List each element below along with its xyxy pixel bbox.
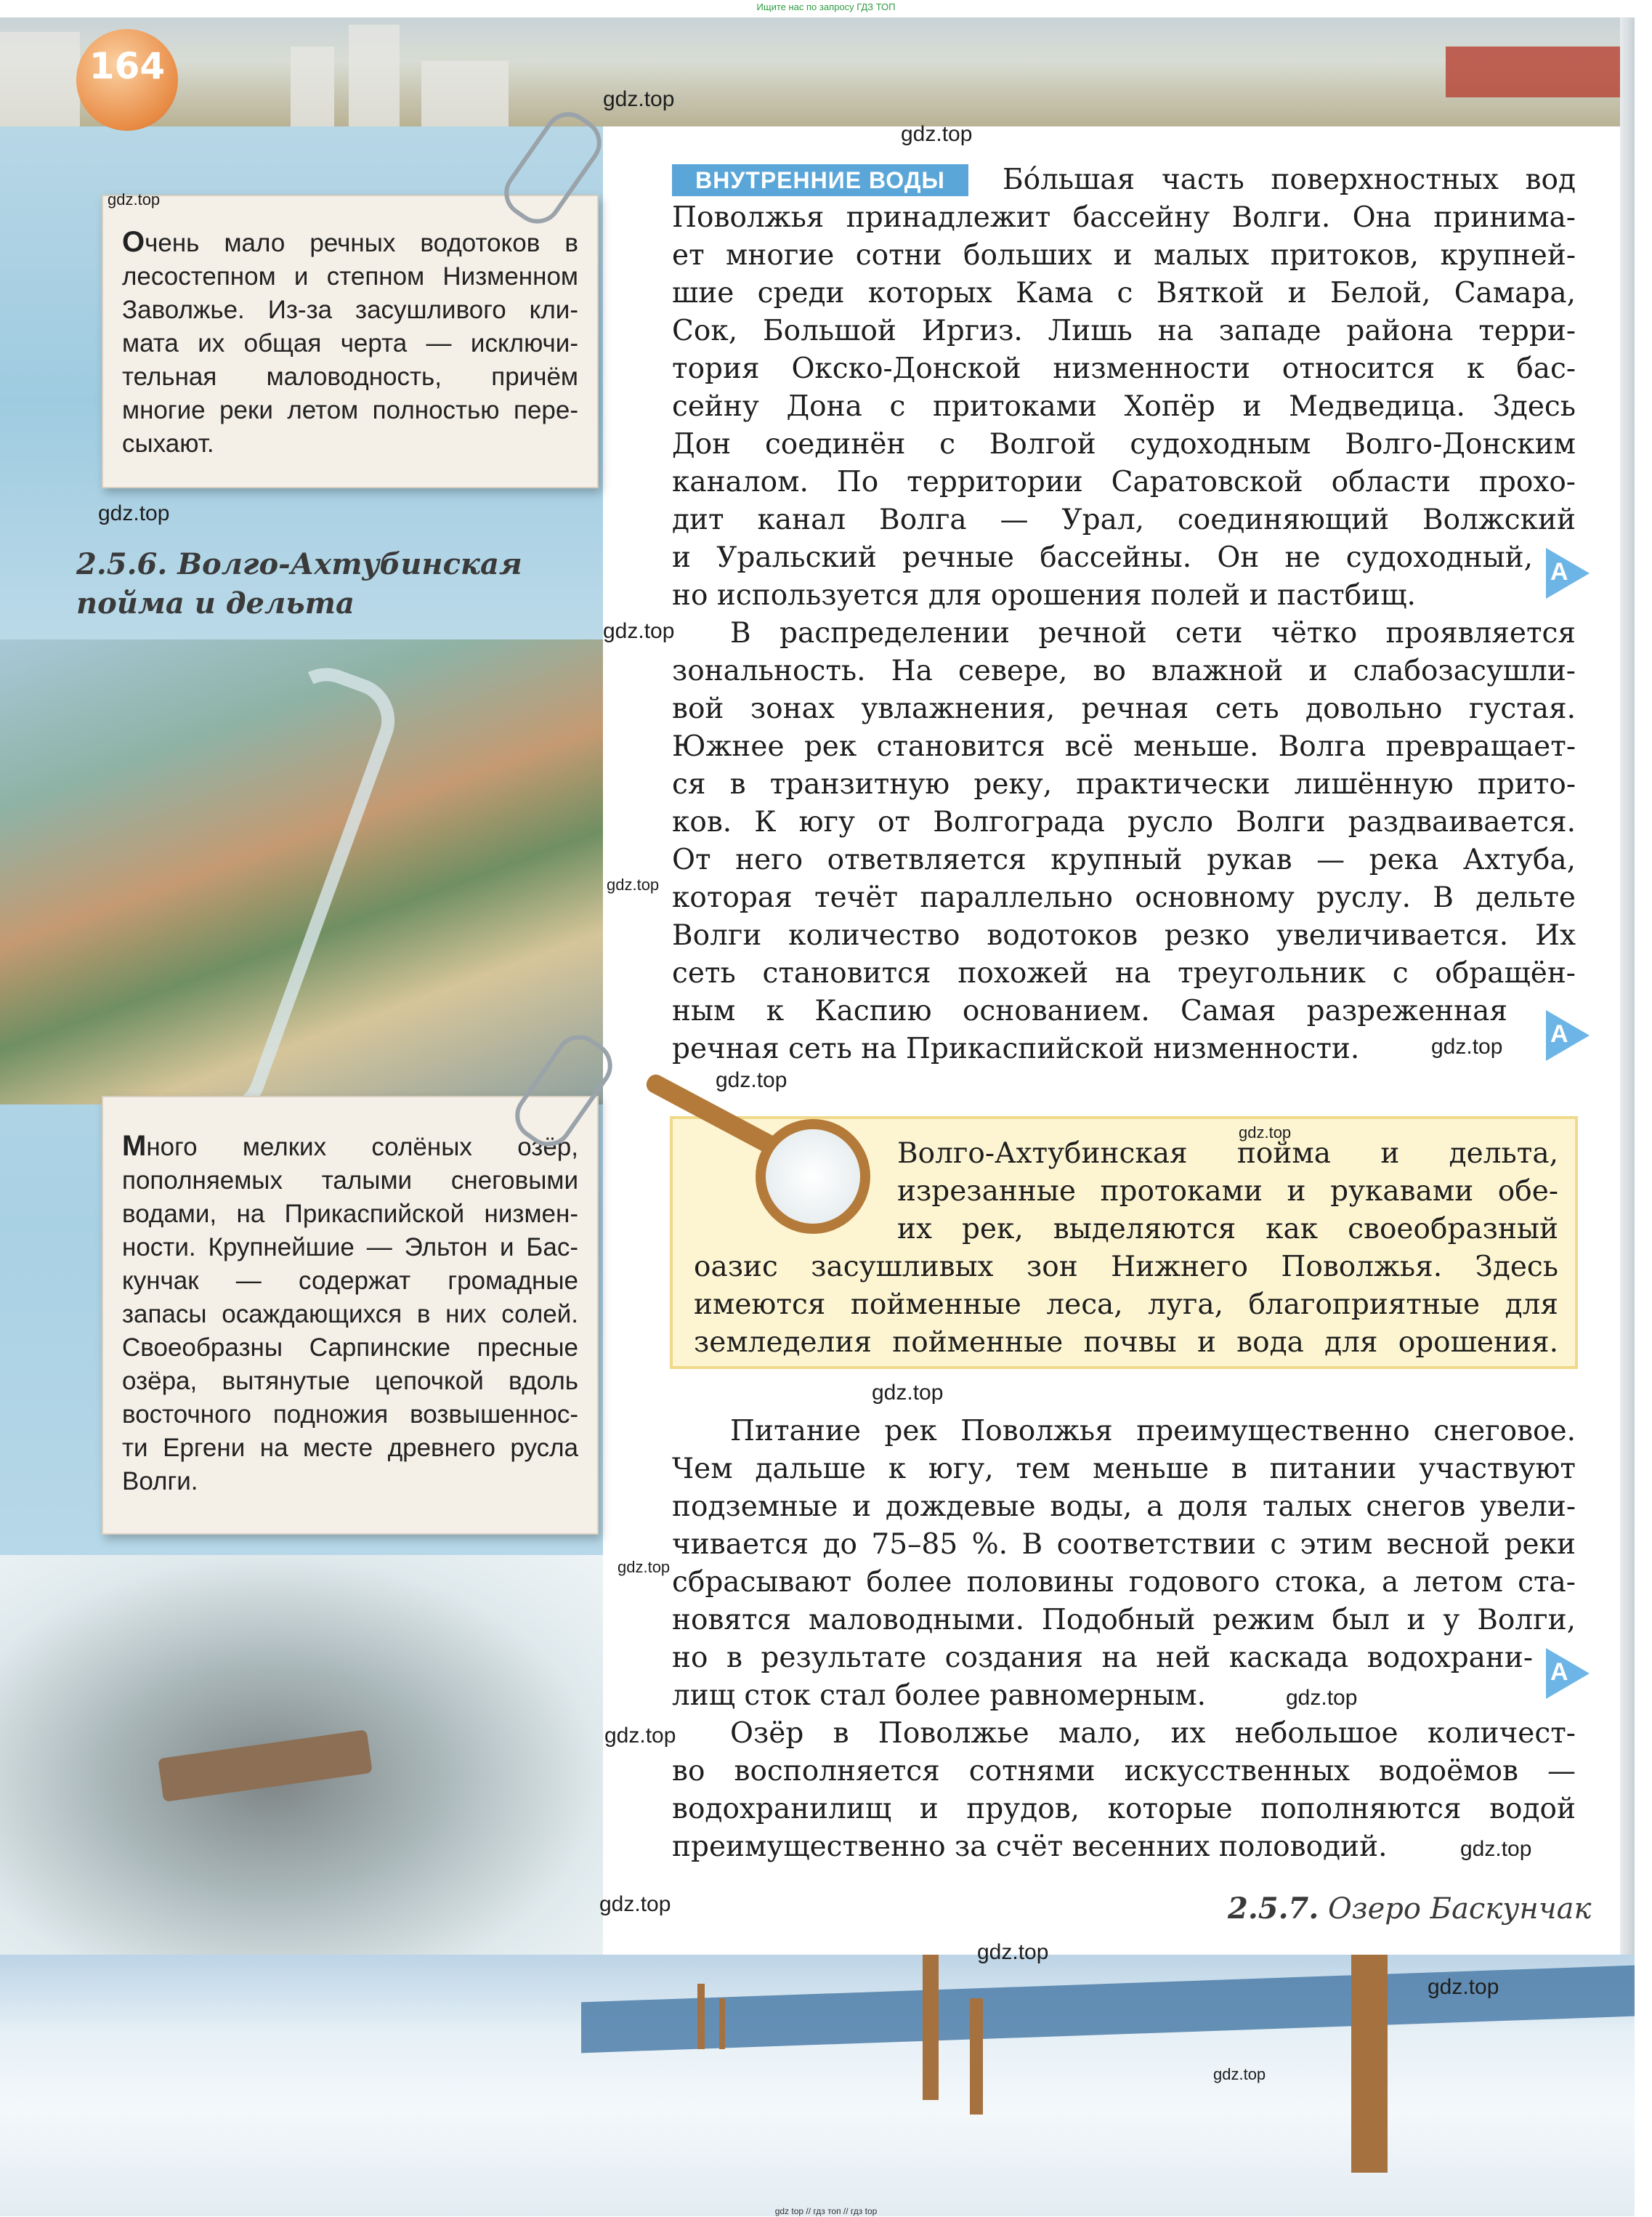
note-rivers-initial: О <box>122 226 145 258</box>
photo-volga-akhtuba-delta <box>0 639 603 1105</box>
wooden-post <box>923 1955 939 2100</box>
caption-figure-257: 2.5.7. Озеро Баскунчак <box>1228 1891 1592 1926</box>
watermark: gdz.top <box>1428 1975 1499 1999</box>
watermark: gdz.top <box>603 619 675 643</box>
watermark: gdz.top <box>603 87 675 111</box>
arrow-a-icon: А <box>1546 1010 1590 1061</box>
wooden-post <box>970 1998 983 2115</box>
watermark: gdz.top <box>872 1381 944 1405</box>
arrow-a-icon: А <box>1546 1648 1590 1699</box>
wooden-post <box>719 1998 725 2049</box>
paragraph-lakes: Озёр в Поволжье мало, их небольшое количест- во восполняется сотнями искусственных водоёмов — водохранилищ и прудов, которые пополняются водой преимущественно за счёт весенних половодий. <box>672 1717 1576 1863</box>
note-rivers-text: Очень мало речных водотоков в лесостепном и степном Низменном Заволжье. Из-за засушливого кли- мата их общая черта — исключи- тельная маловодность, причём многие реки летом полностью пере- сыхают. <box>122 226 578 458</box>
watermark: gdz.top <box>1213 2065 1266 2083</box>
watermark: gdz.top <box>98 501 170 525</box>
driftwood-log-shape <box>158 1729 373 1802</box>
watermark: gdz.top <box>604 1724 676 1748</box>
watermark: gdz.top <box>901 122 973 146</box>
watermark: gdz.top <box>1431 1035 1503 1059</box>
watermark: gdz.top <box>618 1558 671 1576</box>
caption-figure-256: 2.5.6. Волго-Ахтубинская пойма и дельта <box>76 547 522 621</box>
wooden-post <box>697 1984 705 2049</box>
watermark: gdz.top <box>108 190 161 209</box>
page-edge-shadow <box>1620 17 1635 2197</box>
wooden-post <box>1351 1955 1388 2173</box>
photo-lake-baskunchak <box>0 1955 1635 2216</box>
watermark: gdz.top <box>1286 1686 1358 1710</box>
section-tag-inland-waters: ВНУТРЕННИЕ ВОДЫ <box>672 164 968 196</box>
header-photo-strip <box>0 17 1635 126</box>
ship-image <box>1446 47 1635 97</box>
page-number: 164 <box>89 45 166 87</box>
highlight-text: Волго-Ахтубинская пойма и дельта, изрезанные протоками и рукавами обе- их рек, выделяются как своеобразный оазис засушливых зон Нижнего Поволжья. Здесь имеются пойменные леса, луга, благоприятные для земледелия пойменные почвы и вода для орошения. <box>694 1137 1558 1359</box>
note-lakes-text: Много мелких солёных озёр, пополняемых талыми снеговыми водами, на Прикаспийской низмен- ности. Крупнейшие — Эльтон и Бас- кунчак — содержат громадные запасы осаждающихся в них солей. Своеобразны Сарпинские пресные озёра, вытянутые цепочкой вдоль восточного подножия возвышеннос- ти Ергени на месте древнего русла Волги. <box>122 1130 578 1495</box>
top-note: Ищите нас по запросу ГДЗ ТОП <box>756 1 896 12</box>
note-box-lakes <box>102 1096 599 1535</box>
watermark: gdz.top <box>977 1940 1049 1964</box>
paragraph-zonality: В распределении речной сети чётко проявляется зональность. На севере, во влажной и слабозасушли- вой зонах увлажнения, речная сеть довольно густая. Южнее рек становится всё меньше. Волга превращает- ся в транзитную реку, практически лишённую прито- ков. К югу от Волгограда русло Волги раздваивается. От него ответвляется крупный рукав — река Ахтуба, которая течёт параллельно основному руслу. В дельте Волги количество водотоков резко увеличивается. Их сеть становится похожей на треугольник с обращён- ным к Каспию основанием. Самая разреженная речная сеть на Прикаспийской низменности. <box>672 617 1576 1065</box>
watermark: gdz.top <box>1460 1837 1532 1861</box>
photo-salt-lake-shore <box>0 1555 603 1962</box>
arrow-a-icon: А <box>1546 548 1590 599</box>
paragraph-basin: Бо́льшая часть поверхностных вод Поволжья принадлежит бассейну Волги. Она принима- ет многие сотни больших и малых притоков, крупней- шие среди которых Кама с Вяткой и Белой, Самара, Сок, Большой Иргиз. Лишь на западе района терри- тория Окско-Донской низменности относится к бас- сейну Дона с притоками Хопёр и Медведица. Здесь Дон соединён с Волгой судоходным Волго-Донским каналом. По территории Саратовской области прохо- дит канал Волга — Урал, соединяющий Волжский и Уральский речные бассейны. Он не судоходный, но используется для орошения полей и пастбищ. <box>672 163 1576 612</box>
river-channel-shape <box>142 656 407 1129</box>
watermark: gdz.top <box>716 1068 787 1092</box>
note-lakes-initial: М <box>122 1130 147 1162</box>
paragraph-river-feeding: Питание рек Поволжья преимущественно снеговое. Чем дальше к югу, тем меньше в питании участвуют подземные и дождевые воды, а доля талых снегов увели- чивается до 75–85 %. В соответствии с этим весной реки сбрасывают более половины годового стока, а летом ста- новятся маловодными. Подобный режим был и у Волги, но в результате создания на ней каскада водохрани- лищ сток стал более равномерным. <box>672 1415 1576 1712</box>
watermark: gdz.top <box>1239 1123 1292 1142</box>
watermark: gdz.top <box>599 1892 671 1916</box>
footer-note: gdz top // гдз топ // гдз top <box>774 2206 878 2216</box>
note-box-rivers <box>102 195 599 488</box>
watermark: gdz.top <box>607 876 660 894</box>
